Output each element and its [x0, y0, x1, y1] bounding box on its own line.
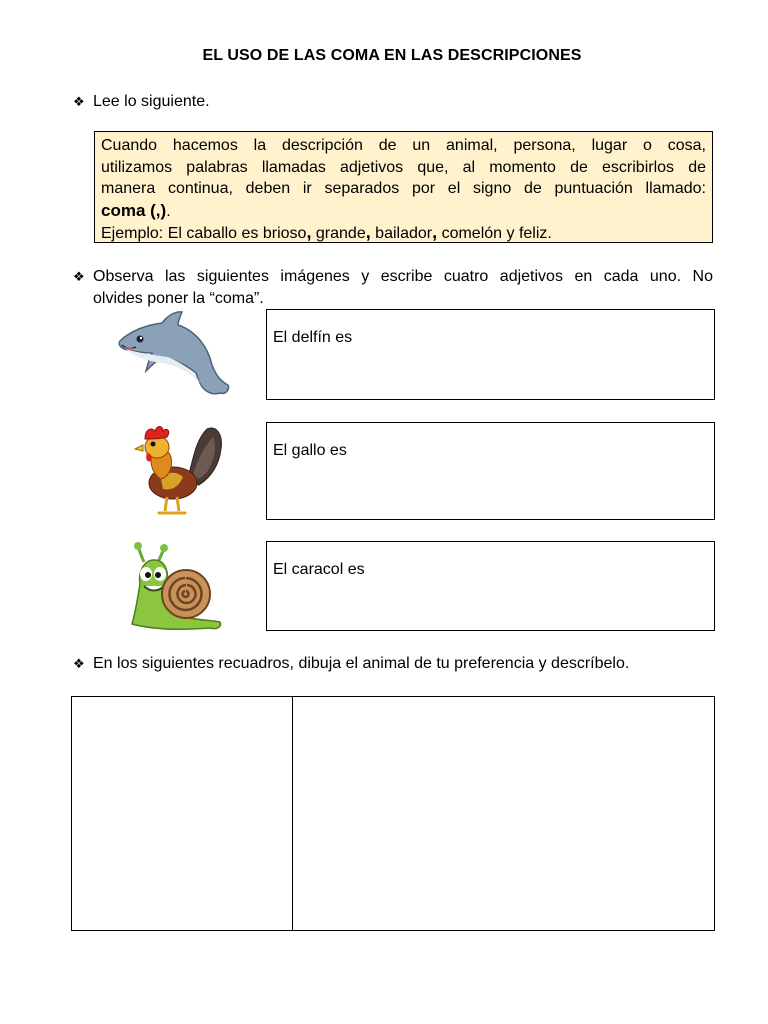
example-end: comelón y feliz.	[437, 225, 552, 242]
period: .	[166, 202, 171, 220]
instruction-read-text: Lee lo siguiente.	[93, 93, 210, 110]
instruction-draw-text: En los siguientes recuadros, dibuja el animal de tu preferencia y descríbelo.	[93, 655, 630, 672]
instruction-draw	[73, 653, 629, 675]
rooster-image	[133, 421, 225, 519]
example-line	[101, 222, 706, 245]
answer-prompt: El gallo es	[273, 442, 347, 459]
answer-box-dolphin[interactable]	[266, 309, 715, 400]
example-start: Ejemplo: El caballo es brioso	[101, 225, 307, 242]
answer-box-rooster[interactable]	[266, 422, 715, 520]
instruction-read	[73, 91, 210, 113]
instruction-observe-line-1	[73, 266, 713, 288]
comma-mark: ,	[306, 222, 312, 242]
draw-describe-table	[71, 696, 715, 931]
describe-area[interactable]	[294, 697, 714, 930]
draw-area[interactable]	[72, 697, 293, 930]
answer-box-snail[interactable]	[266, 541, 715, 631]
info-box	[94, 131, 713, 243]
snail-image	[124, 540, 224, 632]
example-word: bailador	[370, 225, 433, 242]
coma-term: coma (,)	[101, 200, 167, 220]
answer-prompt: El caracol es	[273, 561, 365, 578]
page-title: EL USO DE LAS COMA EN LAS DESCRIPCIONES	[202, 47, 582, 64]
example-word: grande	[311, 225, 366, 242]
instruction-observe	[73, 266, 713, 310]
info-line-1: Cuando hacemos la descripción de un animal, persona, lugar o cosa,	[101, 137, 706, 154]
instruction-observe-line-2: olvides poner la “coma”.	[93, 290, 264, 307]
info-line-3: manera continua, deben ir separados por el signo de puntuación llamado:	[101, 180, 706, 197]
comma-mark: ,	[365, 222, 371, 242]
dolphin-image	[116, 309, 234, 401]
info-line-4	[101, 200, 706, 223]
answer-prompt: El delfín es	[273, 329, 353, 346]
instruction-observe-text-1: Observa las siguientes imágenes y escribe cuatro adjetivos en cada uno. No	[93, 268, 713, 285]
comma-mark: ,	[432, 222, 438, 242]
four-diamond-bullet-icon: ❖	[73, 656, 85, 671]
info-line-2: utilizamos palabras llamadas adjetivos que, al momento de escribirlos de	[101, 158, 706, 176]
four-diamond-bullet-icon: ❖	[73, 269, 85, 284]
four-diamond-bullet-icon: ❖	[73, 94, 85, 109]
